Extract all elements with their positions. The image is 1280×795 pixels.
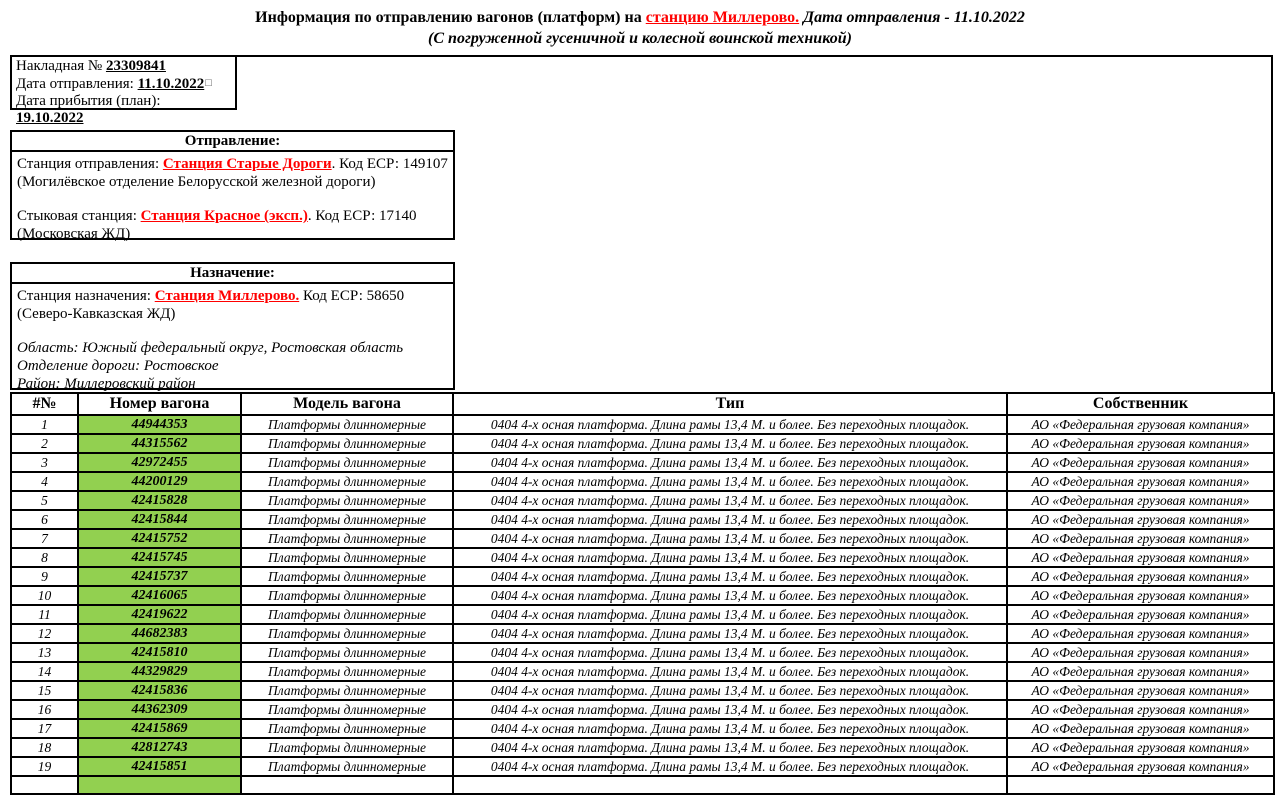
table-row — [11, 738, 1274, 757]
destination-region: Область: Южный федеральный округ, Ростовская область — [17, 340, 404, 356]
row-number-cell: 6 — [11, 510, 78, 529]
departure-box-body — [12, 152, 453, 243]
owner-cell: АО «Федеральная грузовая компания» — [1007, 757, 1274, 776]
model-cell: Платформы длинномерные — [241, 719, 453, 738]
wagon-number-cell: 42415869 — [78, 719, 241, 738]
owner-cell: АО «Федеральная грузовая компания» — [1007, 491, 1274, 510]
owner-cell: АО «Федеральная грузовая компания» — [1007, 719, 1274, 738]
departure-date-label: Дата отправления: — [16, 76, 138, 92]
wagon-number-cell: 42812743 — [78, 738, 241, 757]
type-cell: 0404 4-х осная платформа. Длина рамы 13,4 М. и более. Без переходных площадок. — [453, 434, 1007, 453]
model-cell: Платформы длинномерные — [241, 472, 453, 491]
destination-box — [10, 262, 455, 390]
table-row — [11, 643, 1274, 662]
wagon-number-cell: 42415828 — [78, 491, 241, 510]
owner-cell: АО «Федеральная грузовая компания» — [1007, 415, 1274, 434]
owner-cell — [1007, 776, 1274, 794]
junction-station-label: Стыковая станция: — [17, 208, 141, 224]
header-owner: Собственник — [1007, 393, 1274, 415]
model-cell: Платформы длинномерные — [241, 700, 453, 719]
wagon-number-cell: 42972455 — [78, 453, 241, 472]
model-cell: Платформы длинномерные — [241, 491, 453, 510]
departure-station-line — [17, 155, 448, 191]
wagon-number-cell: 44200129 — [78, 472, 241, 491]
table-header-row — [11, 393, 1274, 415]
owner-cell: АО «Федеральная грузовая компания» — [1007, 605, 1274, 624]
row-number-cell: 3 — [11, 453, 78, 472]
owner-cell: АО «Федеральная грузовая компания» — [1007, 662, 1274, 681]
destination-box-header: Назначение: — [12, 264, 453, 284]
wagon-number-cell: 42415851 — [78, 757, 241, 776]
row-number-cell: 7 — [11, 529, 78, 548]
title-line-1 — [0, 7, 1280, 28]
type-cell: 0404 4-х осная платформа. Длина рамы 13,4 М. и более. Без переходных площадок. — [453, 548, 1007, 567]
departure-station-link[interactable]: Станция Старые Дороги — [162, 156, 332, 172]
owner-cell: АО «Федеральная грузовая компания» — [1007, 548, 1274, 567]
departure-station-label: Станция отправления: — [17, 156, 163, 172]
type-cell: 0404 4-х осная платформа. Длина рамы 13,4 М. и более. Без переходных площадок. — [453, 567, 1007, 586]
type-cell: 0404 4-х осная платформа. Длина рамы 13,4 М. и более. Без переходных площадок. — [453, 662, 1007, 681]
model-cell: Платформы длинномерные — [241, 567, 453, 586]
wagon-number-cell: 42415810 — [78, 643, 241, 662]
model-cell: Платформы длинномерные — [241, 643, 453, 662]
missing-glyph-box-icon: □ — [205, 77, 212, 89]
type-cell: 0404 4-х осная платформа. Длина рамы 13,4 М. и более. Без переходных площадок. — [453, 472, 1007, 491]
row-number-cell: 17 — [11, 719, 78, 738]
table-row — [11, 472, 1274, 491]
type-cell — [453, 776, 1007, 794]
owner-cell: АО «Федеральная грузовая компания» — [1007, 643, 1274, 662]
table-row — [11, 567, 1274, 586]
model-cell: Платформы длинномерные — [241, 605, 453, 624]
wagon-number-cell: 44682383 — [78, 624, 241, 643]
table-row — [11, 415, 1274, 434]
model-cell: Платформы длинномерные — [241, 453, 453, 472]
owner-cell: АО «Федеральная грузовая компания» — [1007, 453, 1274, 472]
table-row — [11, 719, 1274, 738]
wagon-number-cell: 42415752 — [78, 529, 241, 548]
table-row — [11, 757, 1274, 776]
model-cell: Платформы длинномерные — [241, 415, 453, 434]
wagon-number-cell — [78, 776, 241, 794]
table-row — [11, 434, 1274, 453]
table-row — [11, 776, 1274, 794]
waybill-number-value: 23309841 — [105, 58, 166, 74]
type-cell: 0404 4-х осная платформа. Длина рамы 13,4 М. и более. Без переходных площадок. — [453, 605, 1007, 624]
junction-station-line — [17, 207, 448, 243]
row-number-cell: 1 — [11, 415, 78, 434]
wagon-number-cell: 44362309 — [78, 700, 241, 719]
type-cell: 0404 4-х осная платформа. Длина рамы 13,4 М. и более. Без переходных площадок. — [453, 453, 1007, 472]
row-number-cell: 11 — [11, 605, 78, 624]
wagons-table — [10, 392, 1275, 795]
row-number-cell: 2 — [11, 434, 78, 453]
wagon-number-cell: 44944353 — [78, 415, 241, 434]
title-prefix: Информация по отправлению вагонов (платформ) на — [255, 9, 646, 26]
table-row — [11, 491, 1274, 510]
type-cell: 0404 4-х осная платформа. Длина рамы 13,4 М. и более. Без переходных площадок. — [453, 738, 1007, 757]
row-number-cell: 16 — [11, 700, 78, 719]
wagon-number-cell: 42415737 — [78, 567, 241, 586]
type-cell: 0404 4-х осная платформа. Длина рамы 13,4 М. и более. Без переходных площадок. — [453, 719, 1007, 738]
destination-meta — [17, 339, 448, 393]
owner-cell: АО «Федеральная грузовая компания» — [1007, 434, 1274, 453]
destination-district: Район: Миллеровский район — [17, 376, 196, 392]
model-cell: Платформы длинномерные — [241, 529, 453, 548]
title-line-2: (С погруженной гусеничной и колесной воинской техникой) — [428, 30, 852, 47]
waybill-number-label: Накладная № — [16, 58, 106, 74]
destination-box-body — [12, 284, 453, 393]
header-wagon-number: Номер вагона — [78, 393, 241, 415]
station-link-title[interactable]: станцию Миллерово. — [645, 9, 800, 26]
type-cell: 0404 4-х осная платформа. Длина рамы 13,4 М. и более. Без переходных площадок. — [453, 491, 1007, 510]
type-cell: 0404 4-х осная платформа. Длина рамы 13,4 М. и более. Без переходных площадок. — [453, 757, 1007, 776]
waybill-arrival-line — [16, 93, 231, 127]
row-number-cell: 10 — [11, 586, 78, 605]
wagon-number-cell: 42415836 — [78, 681, 241, 700]
table-row — [11, 453, 1274, 472]
header-row-number: #№ — [11, 393, 78, 415]
departure-date-value: 11.10.2022 — [137, 76, 205, 92]
table-row — [11, 681, 1274, 700]
destination-station-code: Код ЕСР: 58650 (Северо-Кавказская ЖД) — [17, 288, 405, 322]
table-row — [11, 586, 1274, 605]
owner-cell: АО «Федеральная грузовая компания» — [1007, 472, 1274, 491]
model-cell: Платформы длинномерные — [241, 434, 453, 453]
row-number-cell: 4 — [11, 472, 78, 491]
owner-cell: АО «Федеральная грузовая компания» — [1007, 567, 1274, 586]
row-number-cell — [11, 776, 78, 794]
model-cell: Платформы длинномерные — [241, 624, 453, 643]
wagon-number-cell: 44329829 — [78, 662, 241, 681]
type-cell: 0404 4-х осная платформа. Длина рамы 13,4 М. и более. Без переходных площадок. — [453, 586, 1007, 605]
owner-cell: АО «Федеральная грузовая компания» — [1007, 624, 1274, 643]
row-number-cell: 14 — [11, 662, 78, 681]
row-number-cell: 13 — [11, 643, 78, 662]
wagon-number-cell: 42416065 — [78, 586, 241, 605]
owner-cell: АО «Федеральная грузовая компания» — [1007, 681, 1274, 700]
table-row — [11, 529, 1274, 548]
table-row — [11, 548, 1274, 567]
departure-box-header: Отправление: — [12, 132, 453, 152]
junction-station-link[interactable]: Станция Красное (эксп.) — [140, 208, 308, 224]
type-cell: 0404 4-х осная платформа. Длина рамы 13,4 М. и более. Без переходных площадок. — [453, 643, 1007, 662]
owner-cell: АО «Федеральная грузовая компания» — [1007, 510, 1274, 529]
arrival-date-label: Дата прибытия (план): — [16, 93, 161, 109]
departure-box — [10, 130, 455, 240]
owner-cell: АО «Федеральная грузовая компания» — [1007, 586, 1274, 605]
owner-cell: АО «Федеральная грузовая компания» — [1007, 738, 1274, 757]
row-number-cell: 9 — [11, 567, 78, 586]
model-cell: Платформы длинномерные — [241, 586, 453, 605]
table-row — [11, 510, 1274, 529]
model-cell: Платформы длинномерные — [241, 510, 453, 529]
wagon-number-cell: 42415844 — [78, 510, 241, 529]
type-cell: 0404 4-х осная платформа. Длина рамы 13,4 М. и более. Без переходных площадок. — [453, 700, 1007, 719]
destination-station-line — [17, 287, 448, 323]
junction-station-code: . Код ЕСР: 17140 (Московская ЖД) — [17, 208, 417, 242]
owner-cell: АО «Федеральная грузовая компания» — [1007, 529, 1274, 548]
table-row — [11, 662, 1274, 681]
table-row — [11, 624, 1274, 643]
departure-station-code: . Код ЕСР: 149107 (Могилёвское отделение Белорусской железной дороги) — [17, 156, 448, 190]
model-cell — [241, 776, 453, 794]
model-cell: Платформы длинномерные — [241, 548, 453, 567]
wagon-number-cell: 44315562 — [78, 434, 241, 453]
header-wagon-type: Тип — [453, 393, 1007, 415]
type-cell: 0404 4-х осная платформа. Длина рамы 13,4 М. и более. Без переходных площадок. — [453, 415, 1007, 434]
model-cell: Платформы длинномерные — [241, 738, 453, 757]
table-row — [11, 700, 1274, 719]
header-wagon-model: Модель вагона — [241, 393, 453, 415]
page-title — [0, 7, 1280, 49]
title-departure-date: Дата отправления - 11.10.2022 — [799, 9, 1025, 26]
row-number-cell: 15 — [11, 681, 78, 700]
row-number-cell: 8 — [11, 548, 78, 567]
destination-station-link[interactable]: Станция Миллерово. — [154, 288, 300, 304]
arrival-date-value: 19.10.2022 — [16, 110, 84, 126]
wagon-number-cell: 42419622 — [78, 605, 241, 624]
type-cell: 0404 4-х осная платформа. Длина рамы 13,4 М. и более. Без переходных площадок. — [453, 510, 1007, 529]
row-number-cell: 19 — [11, 757, 78, 776]
wagon-number-cell: 42415745 — [78, 548, 241, 567]
model-cell: Платформы длинномерные — [241, 681, 453, 700]
type-cell: 0404 4-х осная платформа. Длина рамы 13,4 М. и более. Без переходных площадок. — [453, 529, 1007, 548]
waybill-departure-line — [16, 75, 231, 93]
row-number-cell: 12 — [11, 624, 78, 643]
table-row — [11, 605, 1274, 624]
destination-division: Отделение дороги: Ростовское — [17, 358, 219, 374]
row-number-cell: 18 — [11, 738, 78, 757]
type-cell: 0404 4-х осная платформа. Длина рамы 13,4 М. и более. Без переходных площадок. — [453, 624, 1007, 643]
row-number-cell: 5 — [11, 491, 78, 510]
destination-station-label: Станция назначения: — [17, 288, 155, 304]
waybill-number-line — [16, 58, 231, 75]
model-cell: Платформы длинномерные — [241, 662, 453, 681]
owner-cell: АО «Федеральная грузовая компания» — [1007, 700, 1274, 719]
type-cell: 0404 4-х осная платформа. Длина рамы 13,4 М. и более. Без переходных площадок. — [453, 681, 1007, 700]
model-cell: Платформы длинномерные — [241, 757, 453, 776]
waybill-box — [10, 55, 237, 126]
